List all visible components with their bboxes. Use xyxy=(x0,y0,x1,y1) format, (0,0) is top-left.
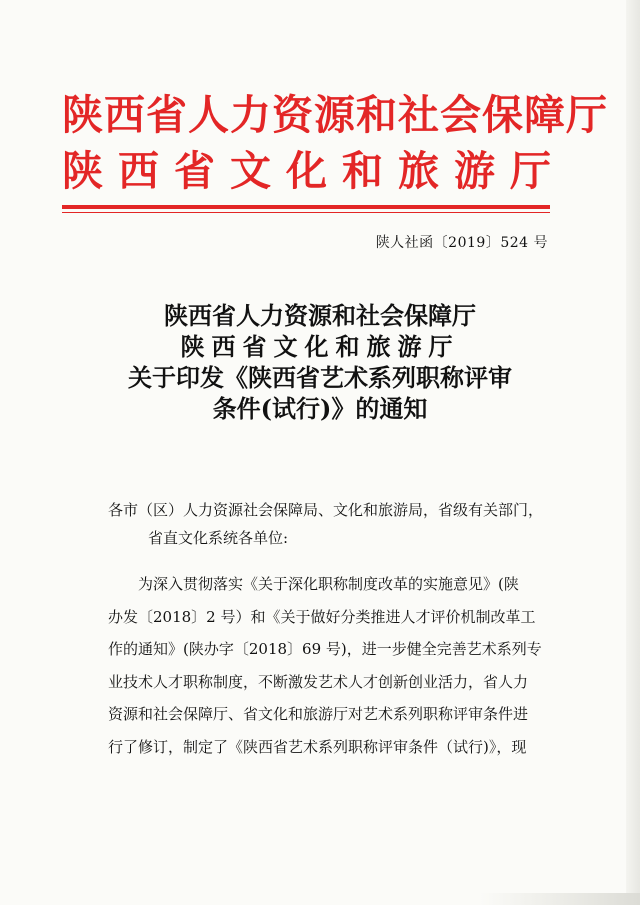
scan-edge-shadow xyxy=(480,893,640,905)
document-number: 陕人社函〔2019〕524 号 xyxy=(375,235,548,251)
body-paragraph xyxy=(108,568,548,763)
title-line-4: 条件(试行)》的通知 xyxy=(212,394,428,423)
body-line: 业技术人才职称制度，不断激发艺术人才创新创业活力，省人力 xyxy=(108,672,529,691)
body-line: 行了修订，制定了《陕西省艺术系列职称评审条件（试行)》，现 xyxy=(108,737,527,756)
red-header-rule xyxy=(62,205,550,209)
paper-edge xyxy=(626,0,640,905)
body-line: 作的通知》(陕办字〔2018〕69 号)，进一步健全完善艺术系列专 xyxy=(108,640,542,658)
body-line: 资源和社会保障厅、省文化和旅游厅对艺术系列职称评审条件进 xyxy=(108,705,529,723)
body-line: 为深入贯彻落实《关于深化职称制度改革的实施意见》(陕 xyxy=(138,575,519,593)
salutation-text: 各市（区）人力资源社会保障局、文化和旅游局，省级有关部门，省直文化系统各单位: xyxy=(108,501,544,547)
issuing-agency-line-1: 陕西省人力资源和社会保障厅 xyxy=(62,91,608,139)
title-line-2: 陕西省文化和旅游厅 xyxy=(180,332,460,361)
red-header-thin-rule xyxy=(62,212,550,213)
title-line-1: 陕西省人力资源和社会保障厅 xyxy=(164,301,476,330)
body-line: 办发〔2018〕2 号）和《关于做好分类推进人才评价机制改革工 xyxy=(108,607,536,626)
title-line-3: 关于印发《陕西省艺术系列职称评审 xyxy=(128,363,512,392)
salutation xyxy=(108,496,548,552)
issuing-agency-line-2: 陕西省文化和旅游厅 xyxy=(62,147,566,195)
notice-title xyxy=(0,300,640,424)
